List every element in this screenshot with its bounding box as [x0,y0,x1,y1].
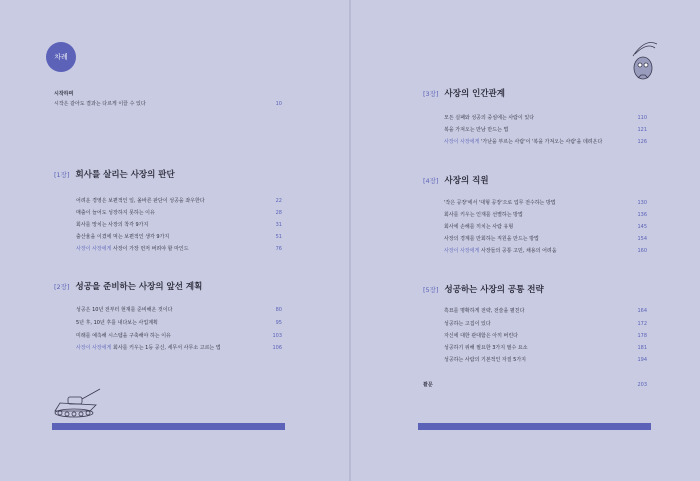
toc-entry-text: 사장이 가장 먼저 버려야 할 마인드 [113,246,189,252]
chapter-title: 회사를 살리는 사장의 판단 [75,170,175,180]
toc-entry[interactable] [444,139,602,145]
toc-entry[interactable]: 회사를 망치는 사장의 착각 9가지 [76,222,149,228]
page-number: 130 [637,200,647,206]
page-number: 28 [275,210,282,216]
page-number: 51 [275,234,282,240]
toc-entry[interactable]: 성공하는 고집이 있다 [444,321,491,327]
intro-heading: 시작하며 [54,91,74,97]
toc-entry[interactable]: 성공하는 사람의 기본적인 자질 5가지 [444,357,526,363]
toc-entry[interactable]: 어려운 경영은 보편적인 일, 올바른 판단이 성공을 좌우한다 [76,198,205,204]
toc-entry[interactable]: 사장의 경계를 만회하는 직원을 만드는 방법 [444,236,539,242]
chapter-heading-3[interactable] [423,87,505,99]
page-number: 121 [637,127,647,133]
chapter-number: [3장] [423,90,439,98]
page-number: 178 [637,333,647,339]
toc-entry[interactable]: 모든 실패와 성공의 중심에는 사람이 있다 [444,115,535,121]
sidebar-tag: 사장이 사장에게 [444,248,480,254]
page-number: 164 [637,308,647,314]
toc-entry[interactable]: 괄문 [423,382,433,388]
page-number: 203 [637,382,647,388]
toc-entry[interactable]: 회사를 키우는 인재를 선별하는 방법 [444,212,523,218]
tank-illustration [50,383,102,421]
page-number: 76 [275,246,282,252]
toc-entry[interactable]: 성공하기 위해 필요한 3가지 필수 요소 [444,345,528,351]
toc-entry[interactable]: 미래를 예측해 시스템을 구축해야 하는 이유 [76,333,171,339]
page-number: 181 [637,345,647,351]
chapter-title: 사장의 인간관계 [444,89,505,99]
toc-entry-text: '가난을 부르는 사람'이 '복을 가져오는 사람'을 데려온다 [481,139,603,145]
page-number: 145 [637,224,647,230]
page-number: 126 [637,139,647,145]
chapter-number: [5장] [423,286,439,294]
page-number: 22 [275,198,282,204]
footer-rule [418,423,651,430]
toc-entry[interactable]: 회사에 손해를 끼치는 사람 유형 [444,224,514,230]
toc-entry-text: 사장들의 공통 고민, 채용의 어려움 [481,248,557,254]
toc-entry[interactable] [76,345,221,351]
chapter-title: 성공하는 사장의 공통 전략 [444,285,544,295]
toc-entry[interactable]: 시작은 같아도 결과는 다르게 이끌 수 있다 [54,101,146,107]
page-number: 136 [637,212,647,218]
chapter-title: 사장의 직원 [444,176,489,186]
chapter-number: [1장] [54,171,70,179]
toc-entry[interactable]: 흑묘를 명확하게 전략, 전술을 펼친다 [444,308,525,314]
page-number: 172 [637,321,647,327]
chapter-title: 성공을 준비하는 사장의 앞선 계획 [75,282,203,292]
sidebar-tag: 사장이 사장에게 [76,246,112,252]
page-gutter [349,0,351,481]
owl-illustration [625,38,660,83]
chapter-heading-1[interactable] [54,168,175,180]
page-number: 10 [275,101,282,107]
page-number: 154 [637,236,647,242]
toc-entry[interactable]: 복을 가져오는 만남 만드는 법 [444,127,509,133]
toc-entry[interactable]: 자신에 대한 관대함은 아끼 버린다 [444,333,518,339]
chapter-number: [2장] [54,283,70,291]
page-number: 160 [637,248,647,254]
page-number: 95 [275,320,282,326]
chapter-heading-4[interactable] [423,174,489,186]
toc-entry-text: 회사를 키우는 1등 공신, 세무서 사무소 고르는 법 [113,345,221,351]
chapter-number: [4장] [423,177,439,185]
chapter-heading-5[interactable] [423,283,544,295]
page-number: 103 [272,333,282,339]
page-number: 106 [272,345,282,351]
toc-badge: 차례 [46,42,76,72]
toc-entry[interactable]: 매출이 늘어도 성장하지 못하는 이유 [76,210,155,216]
toc-entry[interactable]: 성공은 10년 전부터 현재를 준비해온 것이다 [76,307,173,313]
toc-entry[interactable]: 출산율을 이겼에 먹는 보편적인 생각 9가지 [76,234,170,240]
sidebar-tag: 사장이 사장에게 [444,139,480,145]
toc-entry[interactable]: '작은 공장'에서 '대형 공장'으로 업무 전수하는 방법 [444,200,556,206]
sidebar-tag: 사장이 사장에게 [76,345,112,351]
page-number: 80 [275,307,282,313]
footer-rule [52,423,285,430]
toc-entry[interactable] [76,246,189,252]
toc-entry[interactable] [444,248,557,254]
page-number: 31 [275,222,282,228]
page-number: 110 [637,115,647,121]
chapter-heading-2[interactable] [54,280,202,292]
toc-entry[interactable]: 5년 후, 10년 후를 내다보는 사업계획 [76,320,158,326]
page-number: 194 [637,357,647,363]
